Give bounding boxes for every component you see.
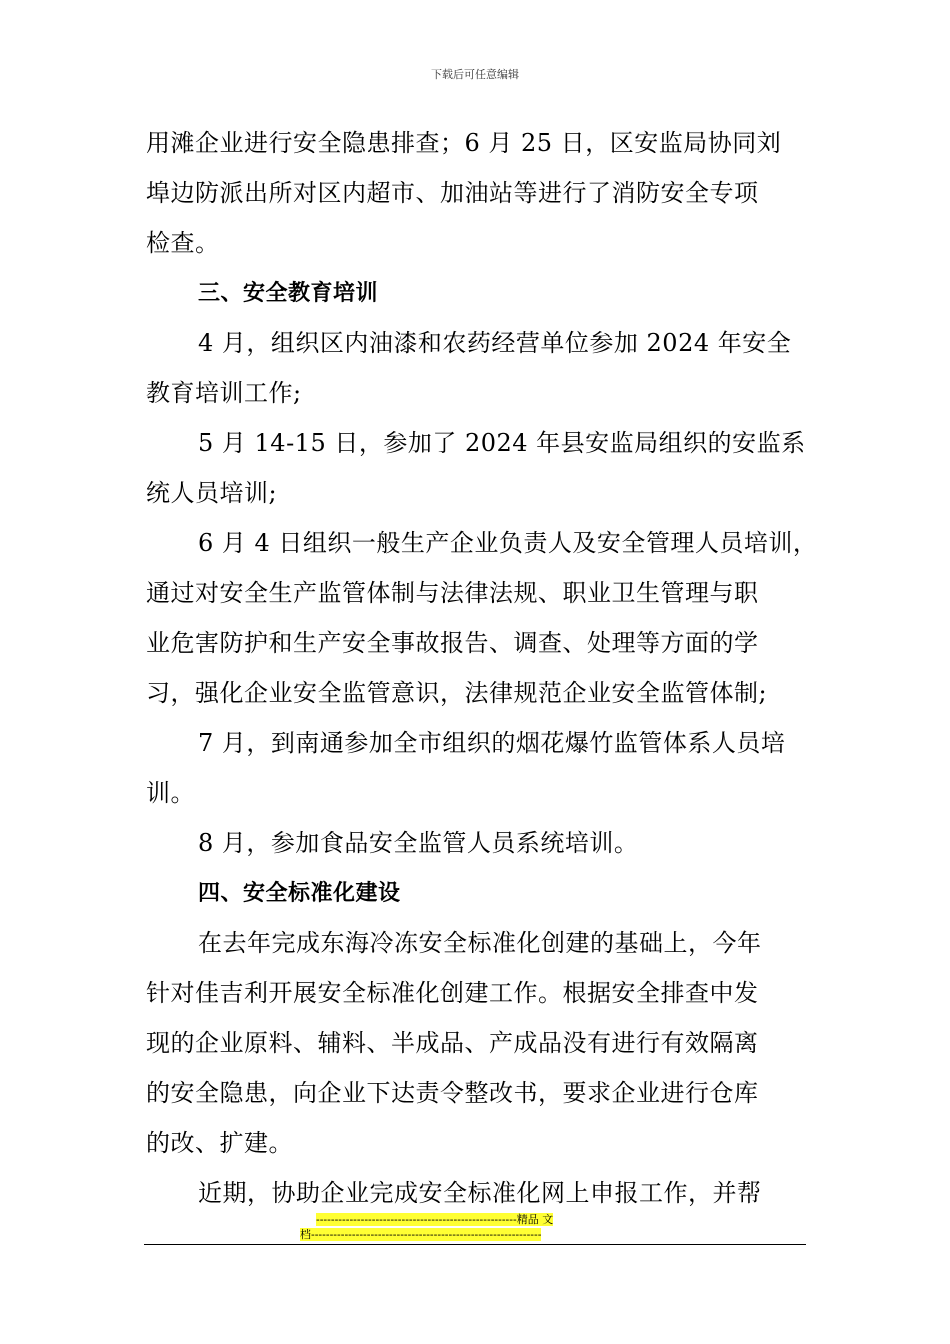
body-text-line: 针对佳吉利开展安全标准化创建工作。根据安全排查中发 bbox=[146, 979, 759, 1007]
body-text-line: 8 月，参加食品安全监管人员系统培训。 bbox=[198, 829, 639, 857]
body-text-line: 的安全隐患，向企业下达责令整改书，要求企业进行仓库 bbox=[146, 1079, 759, 1107]
body-text-line: 埠边防派出所对区内超市、加油站等进行了消防安全专项 bbox=[146, 179, 759, 207]
body-text-line: 4 月，组织区内油漆和农药经营单位参加 2024 年安全 bbox=[198, 329, 792, 357]
body-text-line: 5 月 14-15 日，参加了 2024 年县安监局组织的安监系 bbox=[198, 429, 806, 457]
section-heading: 四、安全标准化建设 bbox=[198, 880, 401, 906]
body-text-line: 业危害防护和生产安全事故报告、调查、处理等方面的学 bbox=[146, 629, 759, 657]
body-text-line: 6 月 4 日组织一般生产企业负责人及安全管理人员培训， bbox=[198, 529, 818, 557]
body-text-line: 近期，协助企业完成安全标准化网上申报工作，并帮 bbox=[198, 1179, 762, 1207]
body-text-line: 现的企业原料、辅料、半成品、产成品没有进行有效隔离 bbox=[146, 1029, 759, 1057]
body-text-line: 检查。 bbox=[146, 229, 220, 257]
footer-watermark-line-2 bbox=[300, 1228, 650, 1241]
body-text-line: 通过对安全生产监管体制与法律法规、职业卫生管理与职 bbox=[146, 579, 759, 607]
body-text-line: 的改、扩建。 bbox=[146, 1129, 293, 1157]
body-text-line: 统人员培训; bbox=[146, 479, 278, 507]
body-text-line: 训。 bbox=[146, 779, 195, 807]
document-body bbox=[146, 118, 818, 1218]
footer-watermark-line-1 bbox=[316, 1213, 666, 1226]
body-text-line: 在去年完成东海冷冻安全标准化创建的基础上，今年 bbox=[198, 929, 762, 957]
body-text-line: 用滩企业进行安全隐患排查；6 月 25 日，区安监局协同刘 bbox=[146, 129, 782, 157]
footer-watermark-text-1: ------------------------------------------------------精品 文 bbox=[316, 1213, 554, 1226]
footer-rule bbox=[144, 1244, 806, 1245]
body-text-line: 7 月，到南通参加全市组织的烟花爆竹监管体系人员培 bbox=[198, 729, 786, 757]
section-heading: 三、安全教育培训 bbox=[198, 280, 379, 306]
footer-watermark-text-2: 档-------------------------------------------------------------- bbox=[300, 1228, 542, 1241]
body-text-line: 习，强化企业安全监管意识，法律规范企业安全监管体制; bbox=[146, 679, 768, 707]
body-text-line: 教育培训工作; bbox=[146, 379, 302, 407]
page-header: 下载后可任意编辑 bbox=[431, 68, 519, 81]
